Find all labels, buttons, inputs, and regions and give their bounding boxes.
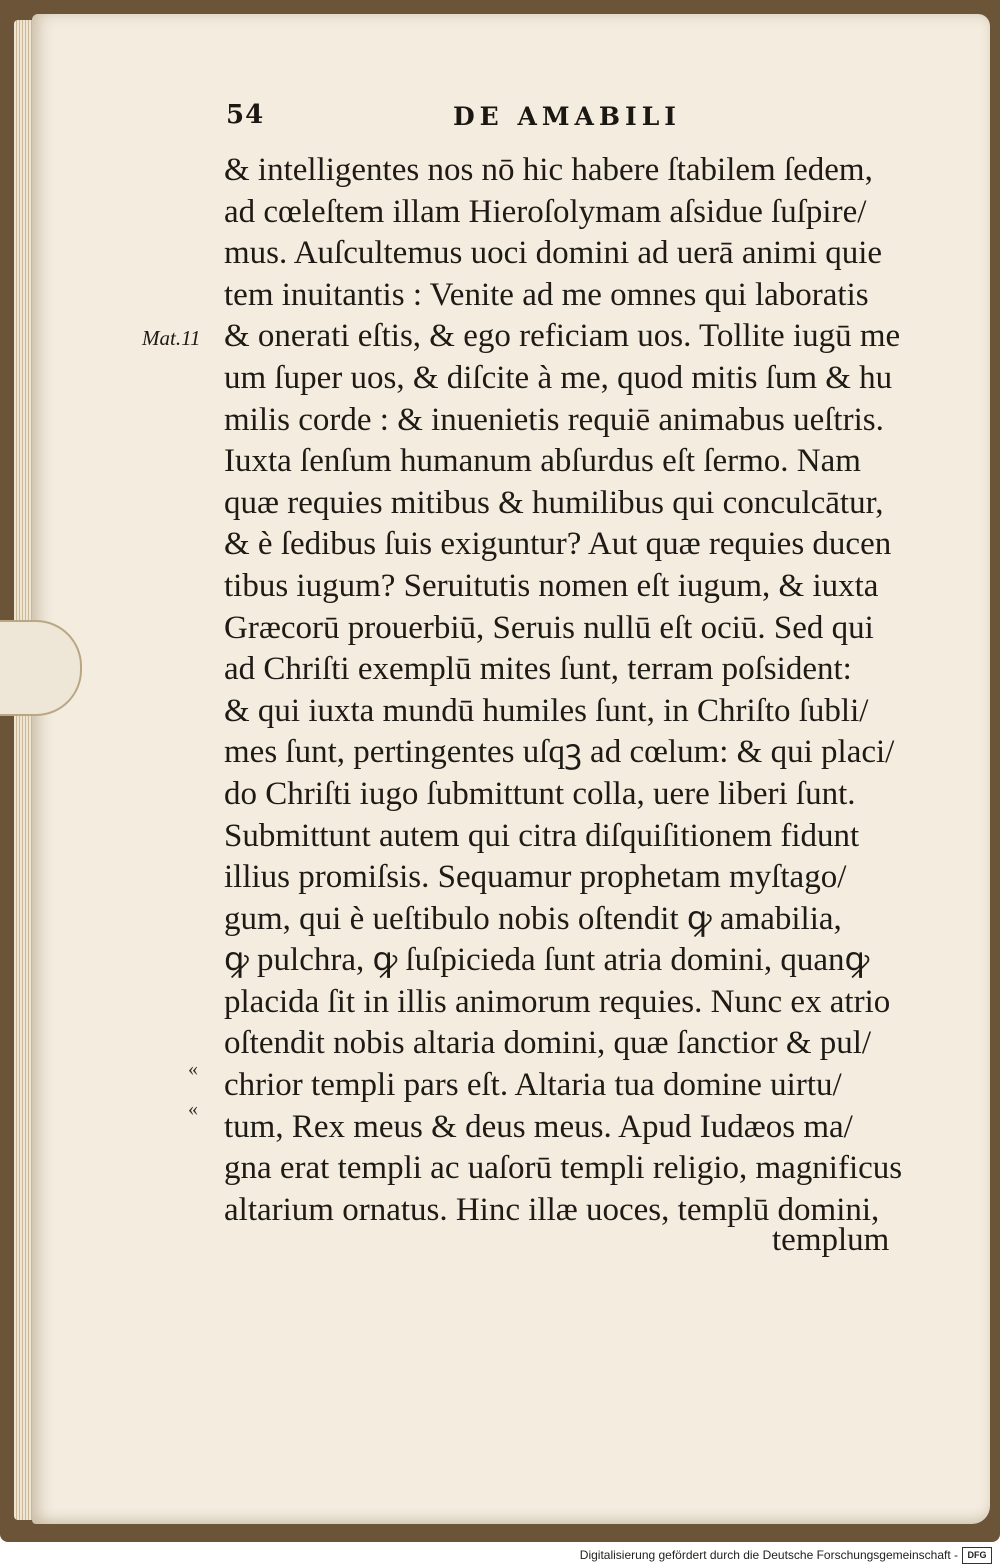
text-line: milis corde : & inuenietis requiē animabus ueſtris. bbox=[224, 401, 884, 438]
page-number: 54 bbox=[226, 100, 265, 130]
text-line: & è ſedibus ſuis exiguntur? Aut quæ requies ducen bbox=[224, 526, 892, 563]
text-line: tum, Rex meus & deus meus. Apud Iudæos ma/ bbox=[224, 1108, 853, 1145]
text-line: Iuxta ſenſum humanum abſurdus eſt ſermo. Nam bbox=[224, 443, 861, 480]
text-line: tibus iugum? Seruitutis nomen eſt iugum, & iuxta bbox=[224, 567, 879, 604]
text-line: gum, qui è ueſtibulo nobis oſtendit ꝙ amabilia, bbox=[224, 900, 842, 937]
text-line: mes ſunt, pertingentes uſqꝫ ad cœlum: & qui placi/ bbox=[224, 734, 895, 771]
text-line: oſtendit nobis altaria domini, quæ ſanctior & pul/ bbox=[224, 1025, 872, 1062]
text-line: tem inuitantis : Venite ad me omnes qui laboratis bbox=[224, 276, 869, 313]
text-line: quæ requies mitibus & humilibus qui conculcātur, bbox=[224, 484, 884, 521]
text-line: altarium ornatus. Hinc illæ uoces, templū domini, bbox=[224, 1191, 880, 1228]
text-line: ad Chriſti exemplū mites ſunt, terram poſsident: bbox=[224, 651, 852, 688]
text-line: gna erat templi ac uaſorū templi religio, magnificus bbox=[224, 1150, 903, 1187]
running-head: DE AMABILI bbox=[453, 102, 682, 131]
text-line: chrior templi pars eſt. Altaria tua domine uirtu/ bbox=[224, 1067, 842, 1104]
text-line: Submittunt autem qui citra diſquiſitionem fidunt bbox=[224, 817, 860, 854]
text-line: mus. Auſcultemus uoci domini ad uerā animi quie bbox=[224, 235, 883, 272]
text-line: placida ſit in illis animorum requies. Nunc ex atrio bbox=[224, 983, 891, 1020]
text-line: ꝙ pulchra, ꝙ ſuſpicieda ſunt atria domini, quanꝙ bbox=[224, 942, 870, 979]
text-line: & intelligentes nos nō hic habere ſtabilem ſedem, bbox=[224, 152, 873, 188]
quote-mark: « bbox=[188, 1098, 198, 1120]
text-line: illius promiſsis. Sequamur prophetam myſtago/ bbox=[224, 859, 847, 896]
margin-reference: Mat.11 bbox=[142, 326, 201, 350]
body-text bbox=[224, 150, 924, 1231]
text-line: ad cœleſtem illam Hieroſolymam aſsidue ſuſpire/ bbox=[224, 193, 867, 230]
text-line: & onerati eſtis, & ego reficiam uos. Tollite iugū me bbox=[224, 318, 901, 355]
text-line: um ſuper uos, & diſcite à me, quod mitis ſum & hu bbox=[224, 359, 893, 396]
funding-credit: Digitalisierung gefördert durch die Deutsche Forschungsgemeinschaft - bbox=[579, 1548, 958, 1562]
footer-bar bbox=[0, 1545, 1000, 1565]
text-line: & qui iuxta mundū humiles ſunt, in Chriſto ſubli/ bbox=[224, 692, 869, 729]
text-line: do Chriſti iugo ſubmittunt colla, uere liberi ſunt. bbox=[224, 775, 856, 812]
catchword: templum bbox=[772, 1222, 890, 1258]
dfg-logo-icon: DFG bbox=[962, 1547, 992, 1564]
quote-mark: « bbox=[188, 1058, 198, 1080]
text-line: Græcorū prouerbiū, Seruis nullū eſt ociū. Sed qui bbox=[224, 609, 874, 646]
page-header bbox=[218, 98, 918, 138]
